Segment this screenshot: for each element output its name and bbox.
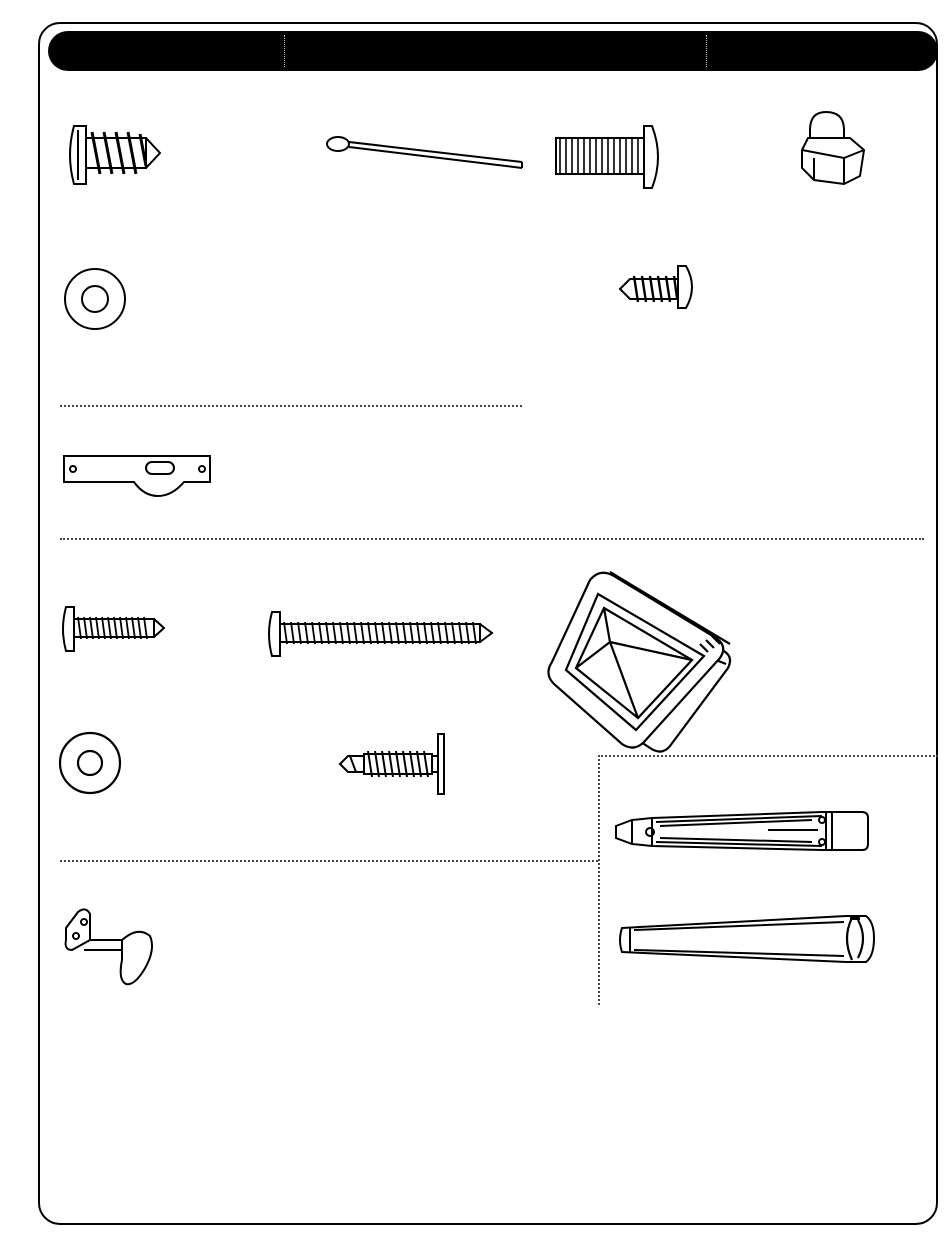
acorn-nut-icon	[800, 108, 875, 188]
long-wood-screw-icon	[266, 610, 501, 660]
handle-grip-open-icon	[612, 808, 877, 858]
header-divider	[706, 35, 707, 67]
handle-grip-closed-icon	[616, 912, 881, 967]
large-washer-icon	[58, 730, 128, 800]
header-divider	[284, 35, 285, 67]
section-divider	[60, 860, 598, 862]
section-divider	[60, 538, 924, 540]
cotter-pin-icon	[322, 128, 532, 178]
self-drilling-screw-icon	[336, 730, 451, 800]
pan-head-tapping-screw-icon	[64, 120, 164, 190]
short-wood-screw-icon	[60, 605, 170, 655]
section-divider	[60, 405, 522, 407]
pan-head-machine-screw-icon	[556, 122, 666, 192]
header-bar	[48, 31, 938, 71]
mounting-bracket-plate-icon	[60, 452, 220, 502]
flat-washer-icon	[62, 266, 132, 336]
section-divider-vertical	[598, 755, 600, 1005]
small-sheet-metal-screw-icon	[616, 262, 706, 312]
square-post-cap-icon	[540, 560, 750, 760]
angle-bracket-icon	[60, 906, 170, 996]
